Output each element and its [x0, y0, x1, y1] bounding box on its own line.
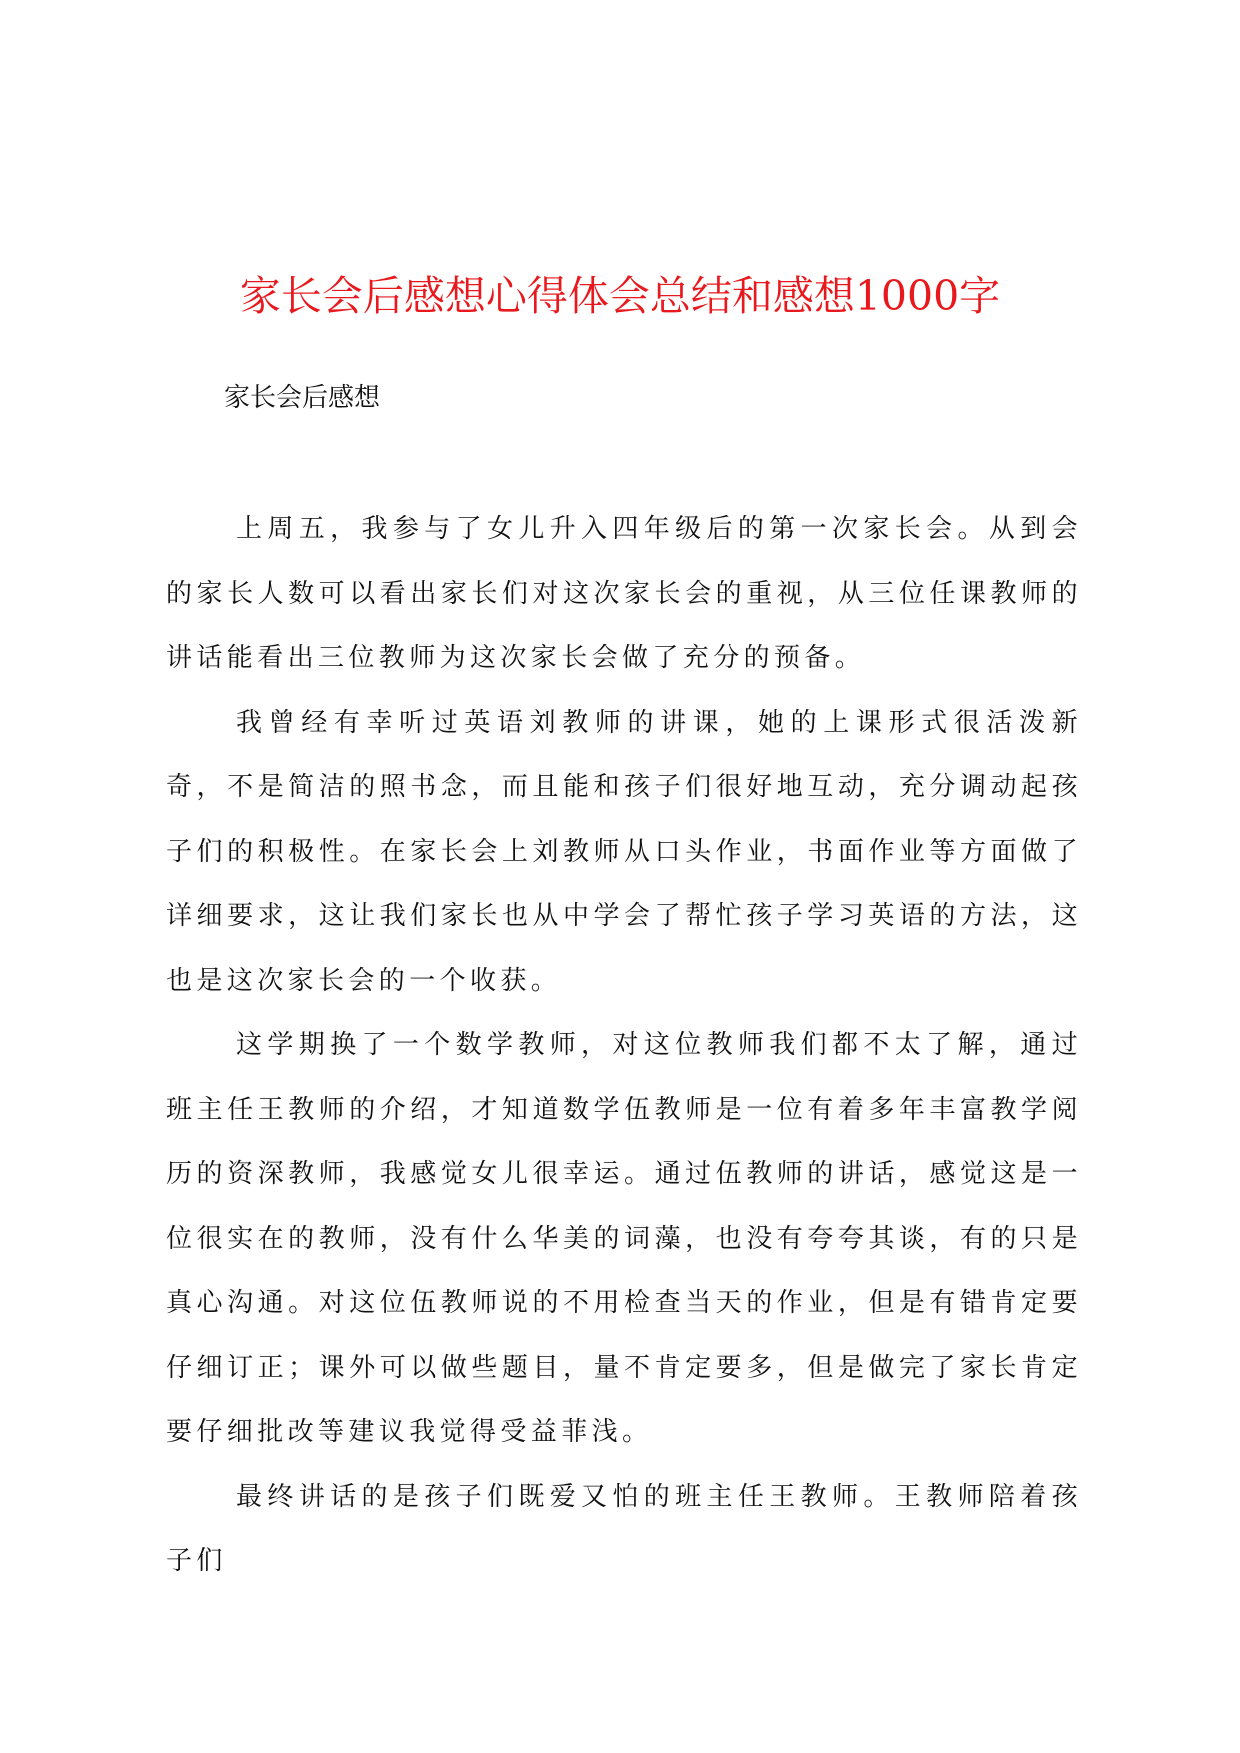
- paragraph: 我曾经有幸听过英语刘教师的讲课，她的上课形式很活泼新奇，不是简洁的照书念，而且能和孩子们很好地互动，充分调动起孩子们的积极性。在家长会上刘教师从口头作业，书面作业等方面做了详细要求，这让我们家长也从中学会了帮忙孩子学习英语的方法，这也是这次家长会的一个收获。: [166, 707, 1082, 996]
- paragraph: 最终讲话的是孩子们既爱又怕的班主任王教师。王教师陪着孩子们: [166, 1481, 1082, 1576]
- document-subtitle: 家长会后感想: [224, 383, 381, 413]
- paragraph: 这学期换了一个数学教师，对这位教师我们都不太了解，通过班主任王教师的介绍，才知道数学伍教师是一位有着多年丰富教学阅历的资深教师，我感觉女儿很幸运。通过伍教师的讲话，感觉这是一位很实在的教师，没有什么华美的词藻，也没有夸夸其谈，有的只是真心沟通。对这位伍教师说的不用检查当天的作业，但是有错肯定要仔细订正；课外可以做些题目，量不肯定要多，但是做完了家长肯定要仔细批改等建议我觉得受益菲浅。: [166, 1030, 1082, 1447]
- document-title: 家长会后感想心得体会总结和感想1000字: [239, 272, 1001, 320]
- paragraph: 上周五，我参与了女儿升入四年级后的第一次家长会。从到会的家长人数可以看出家长们对这次家长会的重视，从三位任课教师的讲话能看出三位教师为这次家长会做了充分的预备。: [166, 514, 1082, 673]
- document-body: [166, 497, 1082, 1594]
